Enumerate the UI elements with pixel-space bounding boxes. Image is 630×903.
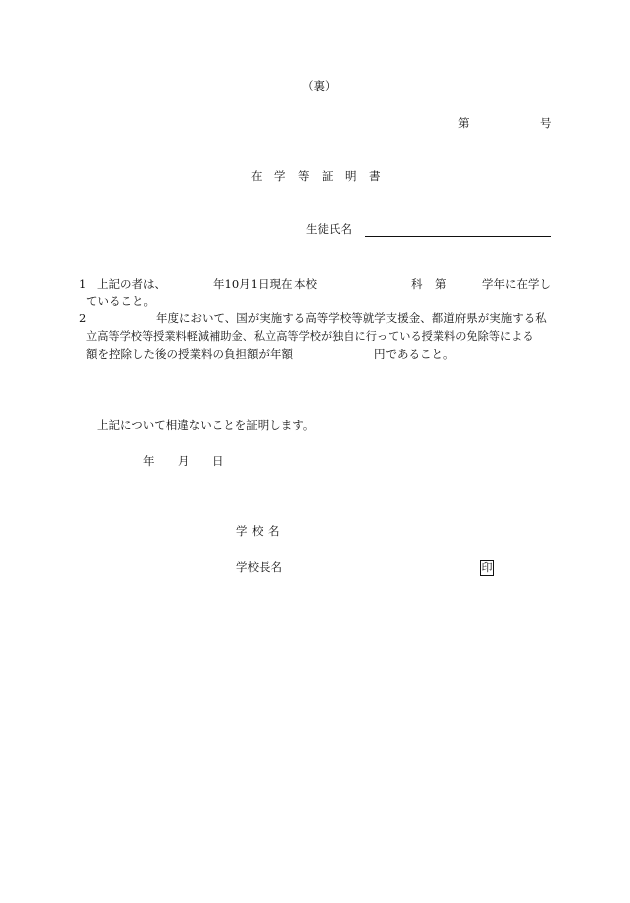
title-char: 等 xyxy=(298,169,310,183)
item1-text-e: 第 xyxy=(435,277,447,291)
document-title xyxy=(251,171,381,185)
school-name-label xyxy=(236,526,286,540)
title-char: 明 xyxy=(345,169,357,183)
item1-text-d: 科 xyxy=(411,277,423,291)
item1-text-c: 本校 xyxy=(294,277,317,291)
date-year: 年 xyxy=(143,454,155,468)
school-name-char: 校 xyxy=(252,524,264,538)
item2-number: 2 xyxy=(79,311,87,325)
item1-number: 1 xyxy=(79,277,87,291)
item1-line2: ていること。 xyxy=(86,294,155,308)
official-seal-box: 印 xyxy=(481,561,493,574)
item1-text-a: 上記の者は、 xyxy=(97,277,166,291)
certification-statement: 上記について相違ないことを証明します。 xyxy=(97,418,315,432)
certificate-number-prefix: 第 xyxy=(458,116,470,130)
title-char: 在 xyxy=(251,169,263,183)
item2-line1: 年度において、国が実施する高等学校等就学支援金、都道府県が実施する私 xyxy=(156,311,547,325)
date-month: 月 xyxy=(178,454,190,468)
principal-name-label: 学校長名 xyxy=(236,560,282,574)
student-name-line xyxy=(365,235,551,237)
title-char: 書 xyxy=(369,169,381,183)
title-char: 証 xyxy=(322,169,334,183)
item1-text-f: 学年に在学し xyxy=(482,277,551,291)
title-char: 学 xyxy=(274,169,286,183)
certificate-number-suffix: 号 xyxy=(540,116,552,130)
student-name-label: 生徒氏名 xyxy=(306,222,352,236)
date-day: 日 xyxy=(212,454,224,468)
item2-line3a: 額を控除した後の授業料の負担額が年額 xyxy=(86,347,293,361)
item2-line3b: 円であること。 xyxy=(374,347,455,361)
item1-text-b: 年10月1日現在 xyxy=(213,277,293,291)
item2-line2: 立高等学校等授業料軽減補助金、私立高等学校が独自に行っている授業料の免除等による xyxy=(86,330,534,343)
back-side-label: （裏） xyxy=(302,79,337,93)
school-name-char: 学 xyxy=(236,524,248,538)
school-name-char: 名 xyxy=(268,524,280,538)
